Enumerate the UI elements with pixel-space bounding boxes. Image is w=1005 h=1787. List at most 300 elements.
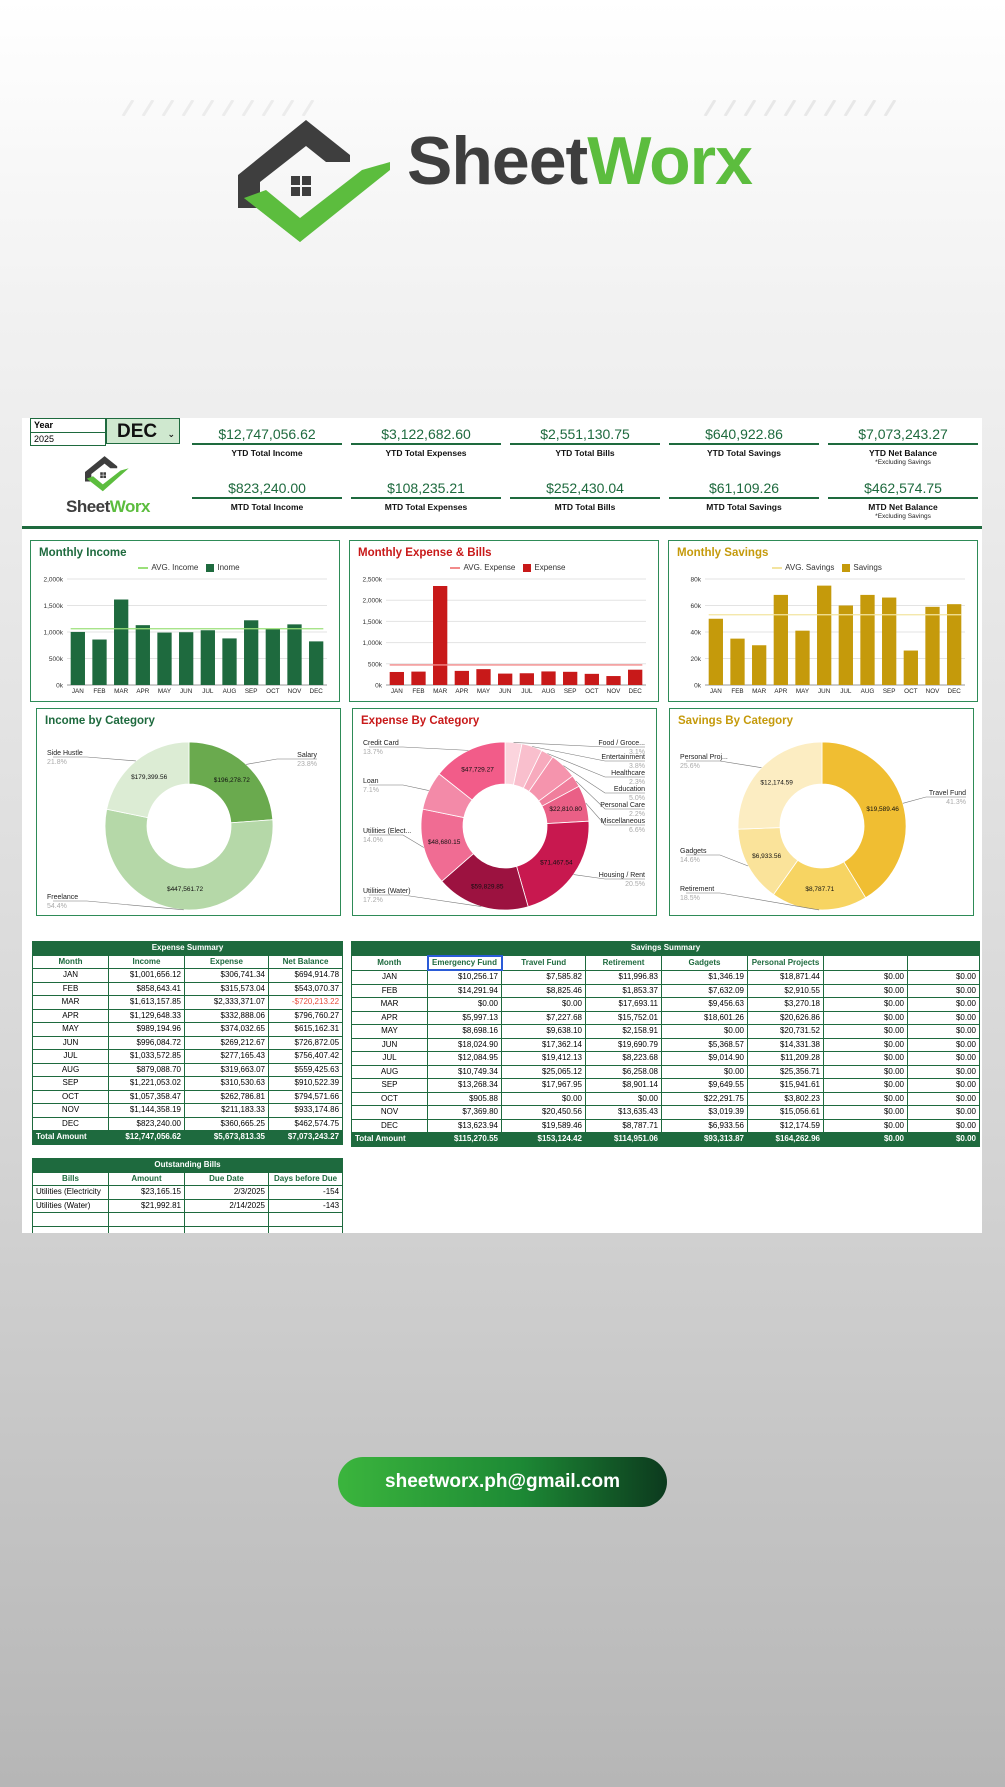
total-cell: $12,747,056.62 bbox=[109, 1131, 185, 1145]
bar bbox=[136, 625, 150, 685]
table-cell[interactable]: $17,693.11 bbox=[586, 998, 662, 1012]
kpi-value: $640,922.86 bbox=[669, 426, 819, 445]
table-cell[interactable]: $726,872.05 bbox=[269, 1036, 343, 1050]
slice-value-label: $47,729.27 bbox=[461, 766, 494, 774]
table-cell[interactable]: $0.00 bbox=[824, 970, 908, 984]
x-tick-label: MAR bbox=[114, 688, 129, 695]
kpi-ytd-net-balance bbox=[828, 426, 978, 466]
x-tick-label: DEC bbox=[309, 688, 323, 695]
table-cell[interactable]: $8,698.16 bbox=[428, 1025, 502, 1039]
table-cell[interactable]: $0.00 bbox=[502, 998, 586, 1012]
table-cell[interactable]: $0.00 bbox=[824, 1079, 908, 1093]
table-cell[interactable]: $559,425.63 bbox=[269, 1063, 343, 1077]
table-cell[interactable]: $0.00 bbox=[908, 984, 980, 998]
table-cell[interactable]: $1,033,572.85 bbox=[109, 1050, 185, 1064]
table-cell[interactable]: $15,056.61 bbox=[748, 1106, 824, 1120]
table-cell[interactable]: $933,174.86 bbox=[269, 1104, 343, 1118]
y-tick-label: 2,500k bbox=[362, 576, 382, 584]
table-cell[interactable]: $14,291.94 bbox=[428, 984, 502, 998]
table-cell[interactable]: DEC bbox=[33, 1117, 109, 1131]
table-cell[interactable]: $9,649.55 bbox=[662, 1079, 748, 1093]
slice-label: Salary bbox=[297, 752, 317, 759]
slice-label: Travel Fund bbox=[928, 790, 966, 797]
bar bbox=[390, 672, 404, 685]
table-cell[interactable]: $13,623.94 bbox=[428, 1119, 502, 1133]
table-cell[interactable]: MAR bbox=[33, 996, 109, 1010]
total-cell: $7,073,243.27 bbox=[269, 1131, 343, 1145]
table-cell[interactable]: -143 bbox=[269, 1199, 343, 1213]
table-cell[interactable]: Utilities (Water) bbox=[33, 1199, 109, 1213]
table-cell[interactable]: JUL bbox=[33, 1050, 109, 1064]
x-tick-label: JUL bbox=[840, 688, 852, 695]
table-cell[interactable]: $0.00 bbox=[502, 1092, 586, 1106]
y-tick-label: 40k bbox=[690, 629, 701, 637]
table-cell[interactable]: $0.00 bbox=[824, 1038, 908, 1052]
legend-series: Savings bbox=[853, 563, 882, 572]
table-cell[interactable]: $19,589.46 bbox=[502, 1119, 586, 1133]
kpi-label: MTD Total Bills bbox=[554, 502, 616, 512]
table-cell[interactable]: $12,174.59 bbox=[748, 1119, 824, 1133]
kpi-label: MTD Total Income bbox=[230, 502, 304, 512]
kpi-ytd-savings bbox=[669, 426, 819, 458]
table-cell[interactable]: $0.00 bbox=[824, 1065, 908, 1079]
table-row bbox=[352, 970, 980, 984]
slice-label: Food / Groce... bbox=[598, 740, 645, 747]
table-row bbox=[33, 1186, 343, 1200]
table-cell[interactable]: $306,741.34 bbox=[185, 969, 269, 983]
x-tick-label: NOV bbox=[287, 688, 302, 695]
bar bbox=[498, 674, 512, 685]
table-cell[interactable]: $0.00 bbox=[908, 1079, 980, 1093]
x-tick-label: FEB bbox=[93, 688, 106, 695]
table-cell[interactable]: $879,088.70 bbox=[109, 1063, 185, 1077]
bar bbox=[222, 638, 236, 685]
mini-logo bbox=[60, 456, 156, 516]
table-cell[interactable]: DEC bbox=[352, 1119, 428, 1133]
table-cell[interactable]: $823,240.00 bbox=[109, 1117, 185, 1131]
table-cell[interactable]: 2/14/2025 bbox=[185, 1199, 269, 1213]
table-cell[interactable]: $1,057,358.47 bbox=[109, 1090, 185, 1104]
table-row bbox=[33, 1104, 343, 1118]
table-cell[interactable]: $1,613,157.85 bbox=[109, 996, 185, 1010]
table-cell[interactable]: $905.88 bbox=[428, 1092, 502, 1106]
table-cell[interactable]: $9,638.10 bbox=[502, 1025, 586, 1039]
table-cell[interactable]: $3,802.23 bbox=[748, 1092, 824, 1106]
table-cell[interactable]: $2,910.55 bbox=[748, 984, 824, 998]
table-cell[interactable]: $20,731.52 bbox=[748, 1025, 824, 1039]
column-header: Due Date bbox=[185, 1172, 269, 1186]
table-cell[interactable]: JUL bbox=[352, 1052, 428, 1066]
table-cell[interactable]: $1,144,358.19 bbox=[109, 1104, 185, 1118]
table-cell[interactable]: $211,183.33 bbox=[185, 1104, 269, 1118]
bar bbox=[266, 629, 280, 685]
kpi-label: MTD Net Balance bbox=[868, 502, 938, 512]
table-cell[interactable]: $13,268.34 bbox=[428, 1079, 502, 1093]
table-cell[interactable]: JUN bbox=[33, 1036, 109, 1050]
table-cell[interactable]: $7,585.82 bbox=[502, 970, 586, 984]
legend-avg: AVG. Expense bbox=[463, 563, 516, 572]
bar bbox=[585, 674, 599, 685]
slice-percent: 7.1% bbox=[363, 787, 379, 794]
table-cell[interactable]: $756,407.42 bbox=[269, 1050, 343, 1064]
table-cell[interactable]: -$720,213.22 bbox=[269, 996, 343, 1010]
kpi-value: $61,109.26 bbox=[669, 480, 819, 499]
y-tick-label: 0k bbox=[56, 682, 63, 690]
kpi-label: MTD Total Expenses bbox=[384, 502, 468, 512]
table-cell[interactable]: $1,129,648.33 bbox=[109, 1009, 185, 1023]
table-title: Expense Summary bbox=[33, 942, 343, 956]
table-cell[interactable]: $0.00 bbox=[662, 1065, 748, 1079]
table-cell[interactable]: SEP bbox=[352, 1079, 428, 1093]
x-tick-label: NOV bbox=[925, 688, 940, 695]
table-cell[interactable]: $1,853.37 bbox=[586, 984, 662, 998]
table-cell[interactable]: $18,024.90 bbox=[428, 1038, 502, 1052]
year-value[interactable]: 2025 bbox=[34, 434, 55, 444]
bar bbox=[244, 620, 258, 685]
table-cell[interactable]: $360,665.25 bbox=[185, 1117, 269, 1131]
x-tick-label: DEC bbox=[628, 688, 642, 695]
table-cell[interactable]: $0.00 bbox=[824, 1106, 908, 1120]
table-cell[interactable]: $20,450.56 bbox=[502, 1106, 586, 1120]
table-cell[interactable]: SEP bbox=[33, 1077, 109, 1091]
slice-label: Education bbox=[613, 786, 645, 793]
table-cell[interactable]: $21,992.81 bbox=[109, 1199, 185, 1213]
slice-percent: 17.2% bbox=[363, 897, 383, 904]
slice-value-label: $196,278.72 bbox=[213, 776, 250, 784]
y-tick-label: 0k bbox=[694, 682, 701, 690]
slice-percent: 41.3% bbox=[946, 799, 966, 806]
kpi-mtd-bills bbox=[510, 480, 660, 512]
donut-slice bbox=[105, 809, 273, 910]
x-tick-label: APR bbox=[774, 688, 788, 695]
table-cell[interactable]: $0.00 bbox=[824, 984, 908, 998]
table-cell[interactable]: NOV bbox=[352, 1106, 428, 1120]
table-cell[interactable]: MAR bbox=[352, 998, 428, 1012]
table-cell[interactable]: $694,914.78 bbox=[269, 969, 343, 983]
slice-percent: 6.6% bbox=[629, 827, 645, 834]
table-row bbox=[33, 1036, 343, 1050]
year-selector[interactable] bbox=[30, 418, 106, 446]
table-cell[interactable]: $0.00 bbox=[908, 1025, 980, 1039]
bar bbox=[541, 671, 555, 685]
table-cell[interactable]: $17,967.95 bbox=[502, 1079, 586, 1093]
x-tick-label: SEP bbox=[563, 688, 577, 695]
table-cell[interactable]: $269,212.67 bbox=[185, 1036, 269, 1050]
monthly-income-chart bbox=[31, 541, 337, 699]
column-header: Personal Projects bbox=[748, 956, 824, 971]
kpi-value: $7,073,243.27 bbox=[828, 426, 978, 445]
table-cell[interactable]: FEB bbox=[352, 984, 428, 998]
mini-word-b: Worx bbox=[109, 497, 150, 516]
table-cell[interactable]: $0.00 bbox=[824, 1052, 908, 1066]
contact-email-button[interactable] bbox=[338, 1457, 667, 1507]
month-dropdown[interactable] bbox=[106, 418, 180, 444]
table-cell[interactable]: JUN bbox=[352, 1038, 428, 1052]
table-cell[interactable]: $12,084.95 bbox=[428, 1052, 502, 1066]
table-row bbox=[33, 1090, 343, 1104]
table-cell[interactable]: 2/3/2025 bbox=[185, 1186, 269, 1200]
table-cell[interactable]: $462,574.75 bbox=[269, 1117, 343, 1131]
x-tick-label: DEC bbox=[947, 688, 961, 695]
slice-percent: 25.6% bbox=[680, 763, 700, 770]
table-cell[interactable]: $0.00 bbox=[908, 1065, 980, 1079]
table-cell[interactable]: AUG bbox=[352, 1065, 428, 1079]
table-cell[interactable] bbox=[185, 1226, 269, 1233]
table-cell[interactable]: -154 bbox=[269, 1186, 343, 1200]
table-cell[interactable]: $9,456.63 bbox=[662, 998, 748, 1012]
table-cell[interactable]: $0.00 bbox=[908, 1011, 980, 1025]
table-cell[interactable]: $25,356.71 bbox=[748, 1065, 824, 1079]
table-cell[interactable] bbox=[109, 1226, 185, 1233]
table-cell[interactable]: APR bbox=[33, 1009, 109, 1023]
expense-summary-table bbox=[32, 941, 343, 1145]
kpi-label: YTD Total Bills bbox=[555, 448, 615, 458]
table-cell[interactable]: $6,258.08 bbox=[586, 1065, 662, 1079]
table-cell[interactable]: JAN bbox=[33, 969, 109, 983]
table-cell[interactable]: $19,412.13 bbox=[502, 1052, 586, 1066]
table-cell[interactable]: $17,362.14 bbox=[502, 1038, 586, 1052]
table-row bbox=[352, 1011, 980, 1025]
table-cell[interactable]: $615,162.31 bbox=[269, 1023, 343, 1037]
table-cell[interactable]: OCT bbox=[33, 1090, 109, 1104]
table-cell[interactable]: $0.00 bbox=[824, 1025, 908, 1039]
y-tick-label: 1,500k bbox=[43, 603, 63, 610]
x-tick-label: FEB bbox=[731, 688, 744, 695]
table-cell[interactable]: $989,194.96 bbox=[109, 1023, 185, 1037]
legend-series: Expense bbox=[534, 563, 566, 572]
table-cell[interactable]: NOV bbox=[33, 1104, 109, 1118]
table-cell[interactable]: $543,070.37 bbox=[269, 982, 343, 996]
bar bbox=[287, 624, 301, 685]
table-row bbox=[33, 996, 343, 1010]
slice-value-label: $6,933.56 bbox=[752, 853, 782, 861]
x-tick-label: JUN bbox=[818, 688, 831, 695]
table-cell[interactable]: $315,573.04 bbox=[185, 982, 269, 996]
table-cell[interactable]: $319,663.07 bbox=[185, 1063, 269, 1077]
table-cell[interactable]: $0.00 bbox=[908, 1119, 980, 1133]
table-cell[interactable]: $7,227.68 bbox=[502, 1011, 586, 1025]
table-cell[interactable]: $794,571.66 bbox=[269, 1090, 343, 1104]
table-cell[interactable]: $0.00 bbox=[824, 1092, 908, 1106]
table-row bbox=[33, 1063, 343, 1077]
slice-percent: 13.7% bbox=[363, 749, 383, 756]
table-cell[interactable]: JAN bbox=[352, 970, 428, 984]
column-header: Amount bbox=[109, 1172, 185, 1186]
bar bbox=[114, 600, 128, 685]
bar bbox=[904, 651, 918, 685]
table-cell[interactable]: $0.00 bbox=[908, 1106, 980, 1120]
table-cell[interactable]: $2,333,371.07 bbox=[185, 996, 269, 1010]
total-cell: $114,951.06 bbox=[586, 1133, 662, 1147]
total-cell: $164,262.96 bbox=[748, 1133, 824, 1147]
table-cell[interactable]: OCT bbox=[352, 1092, 428, 1106]
table-cell[interactable]: $910,522.39 bbox=[269, 1077, 343, 1091]
house-check-logo-icon bbox=[238, 120, 398, 244]
table-cell[interactable]: $0.00 bbox=[908, 1038, 980, 1052]
table-cell[interactable]: MAY bbox=[33, 1023, 109, 1037]
y-tick-label: 2,000k bbox=[362, 597, 382, 605]
kpi-value: $2,551,130.75 bbox=[510, 426, 660, 445]
bar bbox=[520, 673, 534, 685]
slice-label: Utilities (Water) bbox=[363, 888, 411, 895]
slice-percent: 2.2% bbox=[629, 811, 645, 818]
x-tick-label: JUL bbox=[521, 688, 533, 695]
table-cell[interactable]: $0.00 bbox=[908, 1052, 980, 1066]
table-row bbox=[352, 998, 980, 1012]
table-cell[interactable]: $7,632.09 bbox=[662, 984, 748, 998]
table-cell[interactable]: $0.00 bbox=[586, 1092, 662, 1106]
chart-title: Monthly Savings bbox=[677, 547, 769, 559]
total-cell: $0.00 bbox=[824, 1133, 908, 1147]
table-row bbox=[352, 984, 980, 998]
total-row bbox=[33, 1131, 343, 1145]
legend-avg: AVG. Income bbox=[151, 563, 199, 572]
table-cell[interactable]: $7,369.80 bbox=[428, 1106, 502, 1120]
y-tick-label: 0k bbox=[375, 682, 382, 690]
table-row bbox=[352, 1079, 980, 1093]
table-cell[interactable]: $8,825.46 bbox=[502, 984, 586, 998]
table-cell[interactable]: $11,996.83 bbox=[586, 970, 662, 984]
table-cell[interactable]: $0.00 bbox=[824, 1119, 908, 1133]
table-cell[interactable]: $3,270.18 bbox=[748, 998, 824, 1012]
table-cell[interactable]: $18,871.44 bbox=[748, 970, 824, 984]
table-cell[interactable]: $0.00 bbox=[908, 998, 980, 1012]
table-cell[interactable]: $0.00 bbox=[824, 1011, 908, 1025]
bar bbox=[817, 586, 831, 685]
slice-label: Personal Proj... bbox=[680, 754, 728, 761]
table-cell[interactable]: $0.00 bbox=[428, 998, 502, 1012]
table-cell[interactable] bbox=[33, 1226, 109, 1233]
table-cell[interactable]: $15,941.61 bbox=[748, 1079, 824, 1093]
table-cell[interactable] bbox=[269, 1213, 343, 1227]
table-cell[interactable]: $310,530.63 bbox=[185, 1077, 269, 1091]
table-cell[interactable]: $9,014.90 bbox=[662, 1052, 748, 1066]
bar bbox=[839, 606, 853, 686]
x-tick-label: APR bbox=[455, 688, 469, 695]
slice-label: Entertainment bbox=[601, 754, 645, 761]
table-cell[interactable]: $6,933.56 bbox=[662, 1119, 748, 1133]
table-cell[interactable]: $996,084.72 bbox=[109, 1036, 185, 1050]
slice-value-label: $48,680.15 bbox=[427, 839, 461, 847]
x-tick-label: SEP bbox=[244, 688, 258, 695]
table-row bbox=[33, 1213, 343, 1227]
table-cell[interactable]: $0.00 bbox=[662, 1025, 748, 1039]
table-cell[interactable]: MAY bbox=[352, 1025, 428, 1039]
table-row bbox=[33, 982, 343, 996]
table-cell[interactable]: $8,787.71 bbox=[586, 1119, 662, 1133]
table-cell[interactable]: $14,331.38 bbox=[748, 1038, 824, 1052]
table-cell[interactable]: $23,165.15 bbox=[109, 1186, 185, 1200]
x-tick-label: SEP bbox=[882, 688, 896, 695]
table-cell[interactable]: $5,368.57 bbox=[662, 1038, 748, 1052]
bar bbox=[752, 645, 766, 685]
column-header bbox=[824, 956, 908, 971]
total-cell: $153,124.42 bbox=[502, 1133, 586, 1147]
table-cell[interactable]: $262,786.81 bbox=[185, 1090, 269, 1104]
table-cell[interactable]: FEB bbox=[33, 982, 109, 996]
table-cell[interactable]: $5,997.13 bbox=[428, 1011, 502, 1025]
kpi-ytd-income bbox=[192, 426, 342, 458]
table-cell[interactable]: $796,760.27 bbox=[269, 1009, 343, 1023]
table-cell[interactable]: $1,221,053.02 bbox=[109, 1077, 185, 1091]
table-cell[interactable]: $18,601.26 bbox=[662, 1011, 748, 1025]
table-cell[interactable]: $277,165.43 bbox=[185, 1050, 269, 1064]
slice-value-label: $19,589.46 bbox=[866, 805, 899, 813]
slice-value-label: $59,829.85 bbox=[470, 883, 504, 891]
slice-label: Freelance bbox=[47, 894, 79, 901]
slice-percent: 2.3% bbox=[629, 779, 645, 786]
y-tick-label: 2,000k bbox=[43, 576, 63, 584]
table-cell[interactable]: $3,019.39 bbox=[662, 1106, 748, 1120]
table-cell[interactable]: $25,065.12 bbox=[502, 1065, 586, 1079]
x-tick-label: JUL bbox=[202, 688, 214, 695]
table-row bbox=[33, 1117, 343, 1131]
table-cell[interactable]: $8,223.68 bbox=[586, 1052, 662, 1066]
table-cell[interactable]: $1,346.19 bbox=[662, 970, 748, 984]
table-cell[interactable]: $20,626.86 bbox=[748, 1011, 824, 1025]
chart-title: Savings By Category bbox=[678, 715, 794, 727]
slice-value-label: $71,467.54 bbox=[540, 859, 573, 867]
table-cell[interactable]: $10,256.17 bbox=[428, 970, 502, 984]
bar bbox=[411, 672, 425, 685]
bar bbox=[309, 641, 323, 685]
table-cell[interactable]: AUG bbox=[33, 1063, 109, 1077]
table-cell[interactable]: Utilities (Electricity bbox=[33, 1186, 109, 1200]
table-cell[interactable]: $0.00 bbox=[824, 998, 908, 1012]
table-cell[interactable] bbox=[269, 1226, 343, 1233]
bar bbox=[201, 630, 215, 685]
table-cell[interactable]: $11,209.28 bbox=[748, 1052, 824, 1066]
table-cell[interactable]: $332,888.06 bbox=[185, 1009, 269, 1023]
table-cell[interactable]: $10,749.34 bbox=[428, 1065, 502, 1079]
table-cell[interactable]: $0.00 bbox=[908, 1092, 980, 1106]
table-cell[interactable] bbox=[185, 1213, 269, 1227]
table-cell[interactable]: $1,001,656.12 bbox=[109, 969, 185, 983]
bar bbox=[157, 633, 171, 685]
table-cell[interactable]: $13,635.43 bbox=[586, 1106, 662, 1120]
table-cell[interactable]: $15,752.01 bbox=[586, 1011, 662, 1025]
brand-word-b: Worx bbox=[587, 123, 752, 199]
y-tick-label: 500k bbox=[367, 661, 382, 669]
table-cell[interactable]: $2,158.91 bbox=[586, 1025, 662, 1039]
table-cell[interactable]: $0.00 bbox=[908, 970, 980, 984]
slice-percent: 5.0% bbox=[629, 795, 645, 802]
slice-percent: 54.4% bbox=[47, 903, 67, 910]
table-cell[interactable] bbox=[33, 1213, 109, 1227]
table-cell[interactable]: $858,643.41 bbox=[109, 982, 185, 996]
table-cell[interactable]: $374,032.65 bbox=[185, 1023, 269, 1037]
y-tick-label: 80k bbox=[690, 576, 701, 584]
column-header: Emergency Fund bbox=[428, 956, 502, 971]
total-cell: Total Amount bbox=[33, 1131, 109, 1145]
chevron-down-icon[interactable]: ⌄ bbox=[167, 429, 175, 439]
table-cell[interactable] bbox=[109, 1213, 185, 1227]
slice-value-label: $22,810.80 bbox=[549, 805, 582, 813]
bar bbox=[709, 619, 723, 685]
table-title: Savings Summary bbox=[352, 942, 980, 956]
x-tick-label: MAY bbox=[795, 688, 810, 695]
slice-value-label: $8,787.71 bbox=[805, 885, 835, 893]
kpi-value: $3,122,682.60 bbox=[351, 426, 501, 445]
table-cell[interactable]: $22,291.75 bbox=[662, 1092, 748, 1106]
brand-word-a: Sheet bbox=[407, 123, 588, 199]
table-cell[interactable]: $19,690.79 bbox=[586, 1038, 662, 1052]
table-cell[interactable]: APR bbox=[352, 1011, 428, 1025]
table-cell[interactable]: $8,901.14 bbox=[586, 1079, 662, 1093]
slice-label: Retirement bbox=[680, 886, 715, 893]
bar bbox=[774, 595, 788, 685]
slice-label: Personal Care bbox=[600, 802, 645, 809]
